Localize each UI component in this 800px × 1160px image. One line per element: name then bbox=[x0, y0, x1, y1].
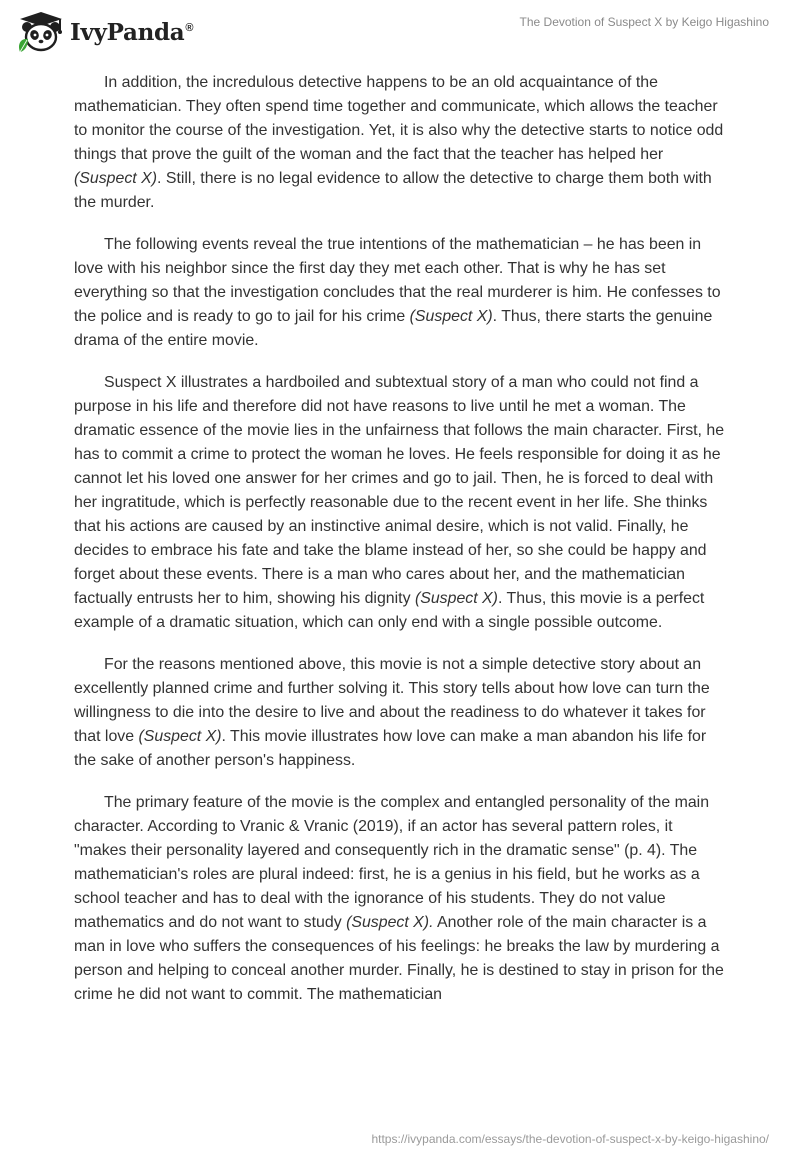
paragraph-4: For the reasons mentioned above, this movie is not a simple detective story about an excellently planned crime and further solving it. This story tells about how love can turn the willingness to die into the desire to live and about the readiness to do whatever it takes for that love (Suspect X). This movie illustrates how love can make a man abandon his life for the sake of another person's happiness. bbox=[74, 656, 710, 769]
paragraph-2: The following events reveal the true intentions of the mathematician – he has been in love with his neighbor since the first day they met each other. That is why he has set everything so that the investigation concludes that the real murderer is him. He confesses to the police and is ready to go to jail for his crime (Suspect X). Thus, there starts the genuine drama of the entire movie. bbox=[74, 236, 721, 349]
citation: (Suspect X) bbox=[414, 590, 498, 607]
essay-body bbox=[74, 71, 726, 1025]
citation: (Suspect X) bbox=[409, 308, 493, 325]
citation: (Suspect X). bbox=[346, 914, 434, 931]
logo-wordmark bbox=[70, 19, 193, 46]
page-header bbox=[0, 0, 800, 60]
paragraph-5: The primary feature of the movie is the complex and entangled personality of the main character. According to Vranic & Vranic (2019), if an actor has several pattern roles, it "makes their personality layered and consequently rich in the dramatic sense" (p. 4). The mathematician's roles are plural indeed: first, he is a genius in his field, but he works as a school teacher and has to deal with the ignorance of his students. They do not value mathematics and do not want to study (Suspect X). Another role of the main character is a man in love who suffers the consequences of his feelings: he breaks the law by murdering a person and helping to conceal another murder. Finally, he is destined to stay in prison for the crime he did not want to commit. The mathematician bbox=[74, 794, 724, 1003]
citation: (Suspect X) bbox=[74, 170, 158, 187]
registered-mark: ® bbox=[185, 21, 194, 34]
logo-text: IvyPanda bbox=[70, 18, 185, 46]
panda-graduate-icon bbox=[14, 10, 66, 54]
citation: (Suspect X) bbox=[138, 728, 222, 745]
paragraph-3: Suspect X illustrates a hardboiled and subtextual story of a man who could not find a purpose in his life and therefore did not have reasons to live until he met a woman. The dramatic essence of the movie lies in the unfairness that follows the main character. First, he has to commit a crime to protect the woman he loves. He feels responsible for doing it as he cannot let his loved one answer for her crimes and go to jail. Then, he is forced to deal with her ingratitude, which is perfectly reasonable due to the recent event in her life. She thinks that his actions are caused by an instinctive animal desire, which is not valid. Finally, he decides to embrace his fate and take the blame instead of her, so she could be happy and forget about these events. There is a man who cares about her, and the mathematician factually entrusts her to him, showing his dignity (Suspect X). Thus, this movie is a perfect example of a dramatic situation, which can only end with a single possible outcome. bbox=[74, 374, 725, 631]
paragraph-1: In addition, the incredulous detective happens to be an old acquaintance of the mathematician. They often spend time together and communicate, which allows the teacher to monitor the course of the investigation. Yet, it is also why the detective starts to notice odd things that prove the guilt of the woman and the fact that the teacher has helped her (Suspect X). Still, there is no legal evidence to allow the detective to charge them both with the murder. bbox=[74, 74, 724, 211]
ivypanda-logo[interactable] bbox=[14, 10, 193, 54]
document-title: The Devotion of Suspect X by Keigo Higashino bbox=[519, 15, 769, 29]
source-url-link[interactable]: https://ivypanda.com/essays/the-devotion-of-suspect-x-by-keigo-higashino/ bbox=[371, 1132, 769, 1146]
